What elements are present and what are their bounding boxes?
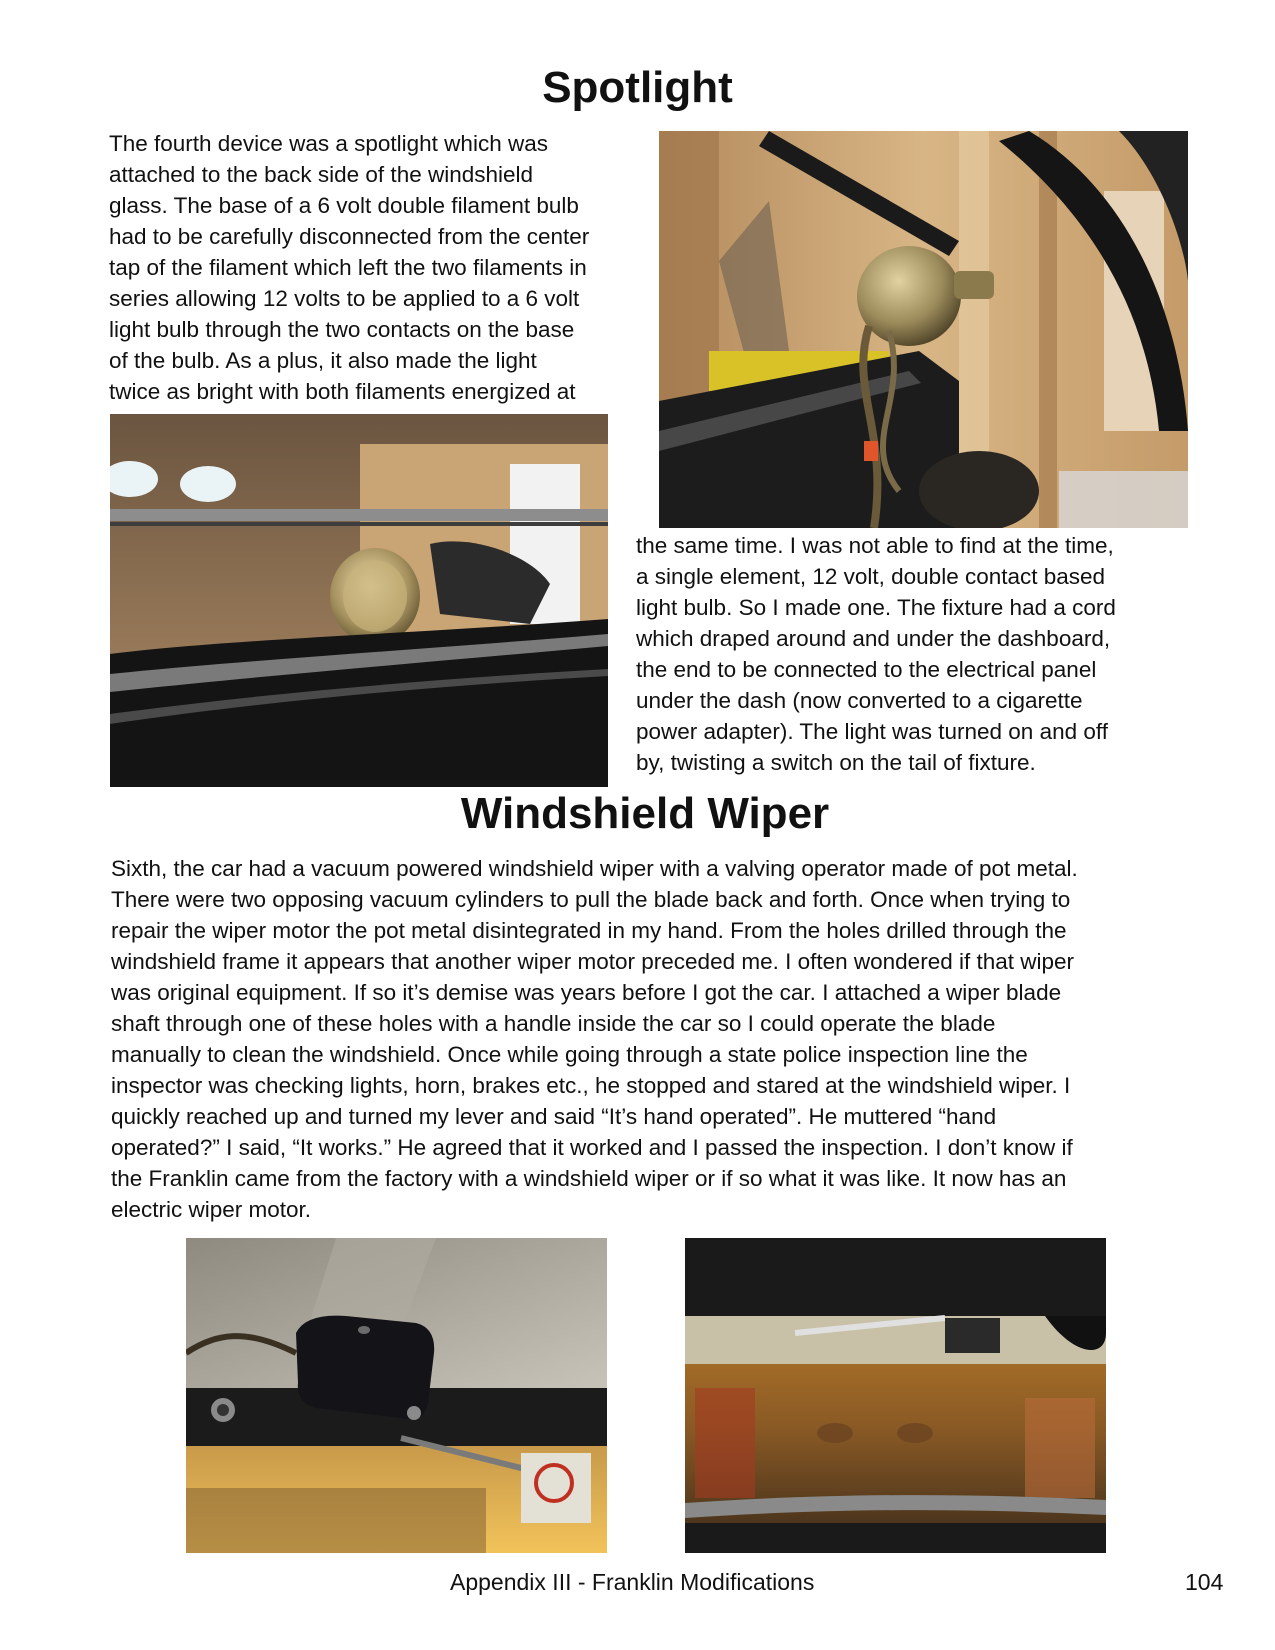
text-line: power adapter). The light was turned on and off — [636, 719, 1108, 744]
text-line: repair the wiper motor the pot metal disintegrated in my hand. From the holes drilled through the — [111, 918, 1067, 943]
wiper-blade-photo — [685, 1238, 1106, 1553]
spotlight-windshield-photo — [110, 414, 608, 787]
text-line: manually to clean the windshield. Once while going through a state police inspection line the — [111, 1042, 1028, 1067]
text-line: was original equipment. If so it’s demise was years before I got the car. I attached a wiper blade — [111, 980, 1062, 1005]
spotlight-mounted-photo — [659, 131, 1188, 528]
text-line: light bulb. So I made one. The fixture had a cord — [636, 595, 1116, 620]
text-line: electric wiper motor. — [111, 1197, 312, 1222]
spotlight-intro-paragraph — [109, 128, 589, 407]
text-line: attached to the back side of the windshield — [109, 162, 534, 187]
text-line: series allowing 12 volts to be applied to a 6 volt — [109, 286, 580, 311]
spotlight-heading: Spotlight — [542, 63, 733, 112]
text-line: which draped around and under the dashboard, — [636, 626, 1111, 651]
text-line: quickly reached up and turned my lever and said “It’s hand operated”. He muttered “hand — [111, 1104, 997, 1129]
text-line: the same time. I was not able to find at the time, — [636, 533, 1114, 558]
text-line: inspector was checking lights, horn, brakes etc., he stopped and stared at the windshield wiper. I — [111, 1073, 1071, 1098]
text-line: Sixth, the car had a vacuum powered windshield wiper with a valving operator made of pot metal. — [111, 856, 1078, 881]
text-line: windshield frame it appears that another wiper motor preceded me. I often wondered if that wiper — [111, 949, 1075, 974]
spotlight-continuation-paragraph — [636, 530, 1116, 778]
text-line: the Franklin came from the factory with a windshield wiper or if so what it was like. It now has an — [111, 1166, 1067, 1191]
page-number: 104 — [1185, 1569, 1224, 1595]
wiper-motor-photo — [186, 1238, 607, 1553]
text-line: had to be carefully disconnected from the center — [109, 224, 590, 249]
text-line: operated?” I said, “It works.” He agreed that it worked and I passed the inspection. I don’t know if — [111, 1135, 1073, 1160]
text-line: a single element, 12 volt, double contact based — [636, 564, 1106, 589]
text-line: the end to be connected to the electrical panel — [636, 657, 1097, 682]
footer-title: Appendix III - Franklin Modifications — [450, 1569, 815, 1595]
text-line: glass. The base of a 6 volt double filament bulb — [109, 193, 579, 218]
text-line: light bulb through the two contacts on the base — [109, 317, 575, 342]
text-line: shaft through one of these holes with a handle inside the car so I could operate the blade — [111, 1011, 996, 1036]
text-line: under the dash (now converted to a cigarette — [636, 688, 1083, 713]
text-line: by, twisting a switch on the tail of fixture. — [636, 750, 1036, 775]
text-line: The fourth device was a spotlight which was — [109, 131, 548, 156]
text-line: There were two opposing vacuum cylinders to pull the blade back and forth. Once when trying to — [111, 887, 1071, 912]
text-line: twice as bright with both filaments energized at — [109, 379, 576, 404]
wiper-paragraph — [111, 853, 1078, 1225]
wiper-heading: Windshield Wiper — [460, 789, 830, 838]
text-line: tap of the filament which left the two filaments in — [109, 255, 587, 280]
text-line: of the bulb. As a plus, it also made the light — [109, 348, 537, 373]
